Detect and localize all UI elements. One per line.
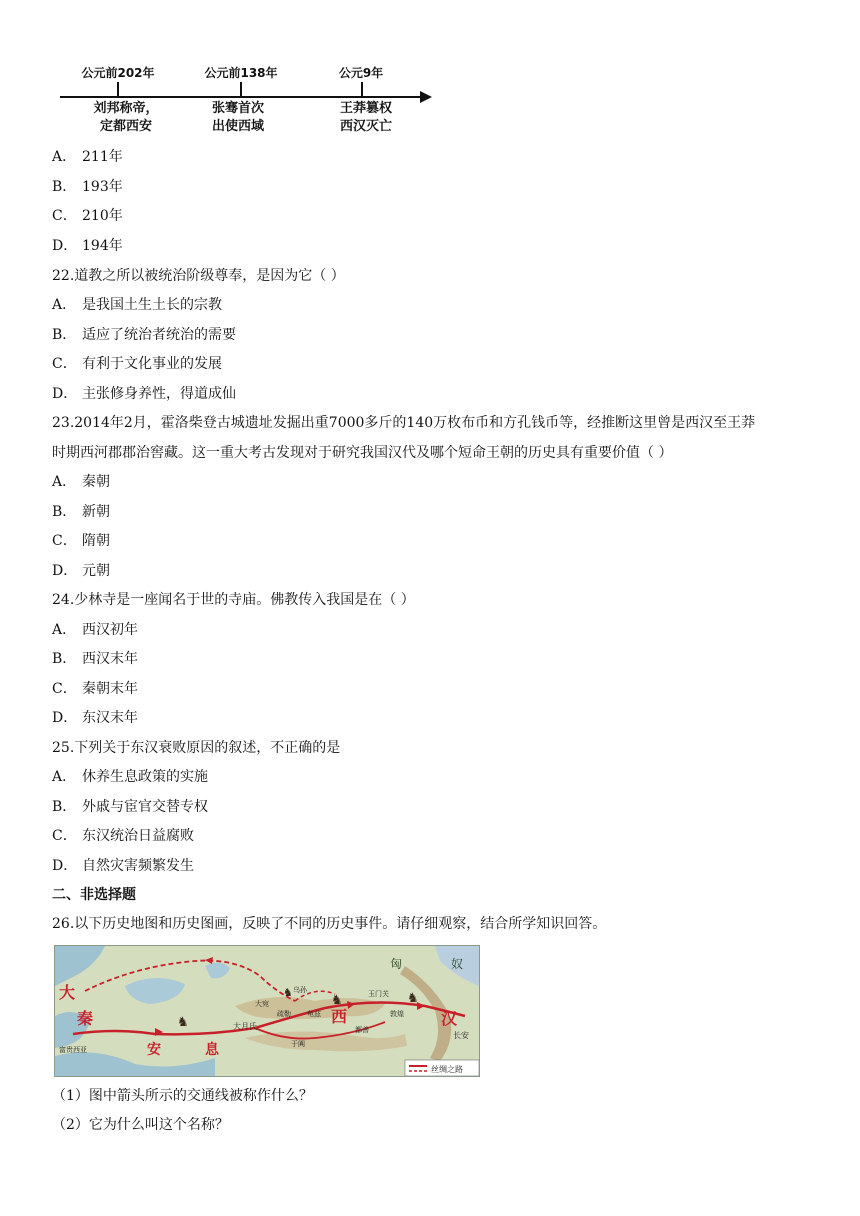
option-text: 210年 bbox=[82, 208, 123, 224]
option-label: A． bbox=[52, 297, 77, 313]
legend-label: 丝绸之路 bbox=[431, 1065, 463, 1074]
option-label: A． bbox=[52, 622, 77, 638]
option-text: 有利于文化事业的发展 bbox=[82, 356, 222, 372]
option-label: C． bbox=[52, 533, 77, 549]
q21-option-b[interactable] bbox=[52, 177, 123, 197]
timeline-tick bbox=[361, 82, 363, 98]
option-label: D． bbox=[52, 386, 78, 402]
map-label-xiongnu: 匈 bbox=[390, 957, 403, 971]
option-label: B． bbox=[52, 179, 77, 195]
option-label: B． bbox=[52, 651, 77, 667]
q22-option-b[interactable] bbox=[52, 325, 236, 345]
option-label: B． bbox=[52, 799, 77, 815]
map-label-anxi: 安 bbox=[147, 1042, 161, 1058]
timeline-event-line: 出使西域 bbox=[211, 119, 265, 134]
q21-option-d[interactable] bbox=[52, 236, 123, 256]
q25-option-b[interactable] bbox=[52, 797, 208, 817]
option-text: 西汉末年 bbox=[82, 651, 138, 667]
section-title: 二、非选择题 bbox=[52, 887, 136, 903]
timeline-event-line: 张骞首次 bbox=[211, 101, 265, 116]
option-label: D． bbox=[52, 858, 78, 874]
timeline-event-line: 定都西安 bbox=[99, 119, 153, 134]
q24-option-a[interactable] bbox=[52, 620, 138, 640]
map-label-xiyu: 西 bbox=[331, 1007, 348, 1026]
q21-option-a[interactable] bbox=[52, 147, 123, 167]
option-label: C． bbox=[52, 828, 77, 844]
timeline-event-line: 刘邦称帝， bbox=[93, 101, 159, 116]
q23-stem-line2: 时期西河郡郡治窖藏。这一重大考古发现对于研究我国汉代及哪个短命王朝的历史具有重要价值（ ） bbox=[52, 445, 673, 461]
option-label: C． bbox=[52, 681, 77, 697]
q23-option-c[interactable] bbox=[52, 531, 110, 551]
timeline-event bbox=[340, 100, 392, 136]
map-svg bbox=[55, 946, 479, 1076]
q21-option-c[interactable] bbox=[52, 206, 123, 226]
camel-icon: ♞ bbox=[177, 1015, 189, 1030]
option-text: 休养生息政策的实施 bbox=[82, 769, 208, 785]
q22-stem: 22.道教之所以被统治阶级尊奉，是因为它（ ） bbox=[52, 268, 345, 284]
q25-option-c[interactable] bbox=[52, 826, 194, 846]
map-label-yutian: 于阗 bbox=[291, 1040, 305, 1048]
timeline-event-line: 西汉灭亡 bbox=[339, 119, 393, 134]
option-label: C． bbox=[52, 208, 77, 224]
option-text: 外戚与宦官交替专权 bbox=[82, 799, 208, 815]
timeline-date: 公元9年 bbox=[338, 66, 384, 80]
q25-stem: 25.下列关于东汉衰败原因的叙述，不正确的是 bbox=[52, 740, 341, 756]
q22-option-d[interactable] bbox=[52, 384, 236, 404]
q23-option-a[interactable] bbox=[52, 472, 110, 492]
option-label: D． bbox=[52, 563, 78, 579]
option-text: 194年 bbox=[82, 238, 123, 254]
option-label: A． bbox=[52, 474, 77, 490]
q26-sub2: （2）它为什么叫这个名称？ bbox=[52, 1117, 229, 1133]
q24-option-b[interactable] bbox=[52, 649, 138, 669]
q25-option-a[interactable] bbox=[52, 767, 208, 787]
option-text: 秦朝末年 bbox=[82, 681, 138, 697]
q26-stem: 26.以下历史地图和历史图画，反映了不同的历史事件。请仔细观察，结合所学知识回答。 bbox=[52, 916, 607, 932]
option-text: 东汉末年 bbox=[82, 710, 138, 726]
map-label-dayuezhi: 大月氏 bbox=[233, 1022, 257, 1031]
timeline-date: 公元前202年 bbox=[81, 66, 155, 80]
q24-stem: 24.少林寺是一座闻名于世的寺庙。佛教传入我国是在（ ） bbox=[52, 592, 415, 608]
option-text: 自然灾害频繁发生 bbox=[82, 858, 194, 874]
option-text: 秦朝 bbox=[82, 474, 110, 490]
q24-option-c[interactable] bbox=[52, 679, 138, 699]
option-label: D． bbox=[52, 238, 78, 254]
option-label: B． bbox=[52, 327, 77, 343]
option-label: D． bbox=[52, 710, 78, 726]
map-label-han: 汉 bbox=[441, 1009, 458, 1028]
map-label-kuiqu: 龟兹 bbox=[307, 1010, 321, 1018]
option-text: 新朝 bbox=[82, 504, 110, 520]
option-label: C． bbox=[52, 356, 77, 372]
q23-option-b[interactable] bbox=[52, 502, 110, 522]
option-text: 211年 bbox=[82, 149, 123, 165]
timeline-event bbox=[212, 100, 264, 136]
map-label-fuchai: 富贵西亚 bbox=[59, 1046, 87, 1054]
timeline-date: 公元前138年 bbox=[204, 66, 278, 80]
map-label-shanshan: 鄯善 bbox=[355, 1026, 369, 1034]
timeline-tick bbox=[240, 82, 242, 98]
q22-option-c[interactable] bbox=[52, 354, 222, 374]
q24-option-d[interactable] bbox=[52, 708, 138, 728]
map-label-yumenguan: 玉门关 bbox=[368, 990, 389, 998]
option-label: A． bbox=[52, 769, 77, 785]
camel-icon: ♞ bbox=[283, 986, 293, 999]
option-text: 是我国土生土长的宗教 bbox=[82, 297, 222, 313]
camel-icon: ♞ bbox=[331, 993, 343, 1008]
q23-stem-line1: 23.2014年2月，霍洛柴登古城遗址发掘出重7000多斤的140万枚布币和方孔钱币等，经推断这里曾是西汉至王莽 bbox=[52, 415, 756, 431]
q22-option-a[interactable] bbox=[52, 295, 222, 315]
map-label-xiongnu: 奴 bbox=[451, 957, 464, 971]
map-label-shule: 疏勒 bbox=[277, 1010, 291, 1018]
q23-option-d[interactable] bbox=[52, 561, 110, 581]
timeline-event-line: 王莽篡权 bbox=[339, 101, 393, 116]
map-label-daqin: 大 bbox=[59, 983, 76, 1002]
timeline-arrow-icon bbox=[420, 91, 432, 103]
map-label-changan: 长安 bbox=[453, 1031, 469, 1040]
camel-icon: ♞ bbox=[407, 991, 419, 1006]
option-text: 主张修身养性，得道成仙 bbox=[82, 386, 236, 402]
option-text: 193年 bbox=[82, 179, 123, 195]
map-label-daqin: 秦 bbox=[77, 1009, 94, 1028]
map-label-wusun: 乌孙 bbox=[293, 986, 307, 994]
timeline-tick bbox=[117, 82, 119, 98]
option-label: A． bbox=[52, 149, 77, 165]
option-text: 元朝 bbox=[82, 563, 110, 579]
option-text: 西汉初年 bbox=[82, 622, 138, 638]
option-text: 东汉统治日益腐败 bbox=[82, 828, 194, 844]
q25-option-d[interactable] bbox=[52, 856, 194, 876]
option-text: 隋朝 bbox=[82, 533, 110, 549]
option-text: 适应了统治者统治的需要 bbox=[82, 327, 236, 343]
map-label-dunhuang: 敦煌 bbox=[390, 1010, 404, 1018]
timeline-event bbox=[93, 100, 158, 136]
option-label: B． bbox=[52, 504, 77, 520]
map-label-anxi: 息 bbox=[205, 1042, 219, 1058]
map-label-dawan: 大宛 bbox=[255, 1000, 269, 1008]
timeline-figure bbox=[58, 60, 438, 140]
q26-sub1: （1）图中箭头所示的交通线被称作什么？ bbox=[52, 1088, 313, 1104]
silk-road-map bbox=[54, 945, 480, 1077]
